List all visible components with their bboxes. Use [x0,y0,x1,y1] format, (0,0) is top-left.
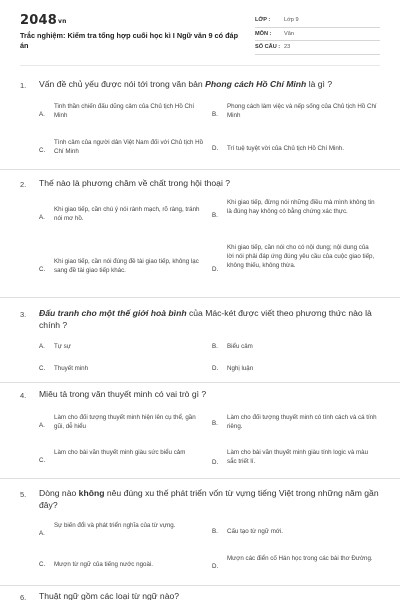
option-letter[interactable]: B. [212,212,218,219]
option-letter[interactable]: A. [39,530,45,537]
option-letter[interactable]: A. [39,214,45,221]
meta-label: MÔN : [255,30,272,37]
option-letter[interactable]: D. [212,563,219,570]
option-letter[interactable]: B. [212,528,218,535]
option-text[interactable]: Làm cho bài văn thuyết minh giàu tính logic và màu sắc triết lí. [227,449,369,465]
option-letter[interactable]: B. [212,420,218,427]
meta-label: LỚP : [255,17,271,23]
option-letter[interactable]: C. [39,266,46,273]
question-text [39,308,384,331]
question-6 [0,589,400,600]
question-number: 3. [20,310,27,319]
question-number: 5. [20,490,27,499]
option-text[interactable]: Mượn các điển cố Hán học trong các bài thơ Đường. [227,555,373,562]
option-text[interactable]: Biểu cảm [227,343,253,350]
meta-table [255,14,380,55]
option-text[interactable]: Khi giao tiếp, cần nói đúng đề tài giao tiếp, không lạc sang đề tài giao tiếp khác. [54,258,199,274]
meta-label: SỐ CÂU : [255,44,281,50]
question-text [39,488,384,511]
question-text: Thế nào là phương châm về chất trong hội thoại ? [39,178,231,188]
option-text[interactable]: Tinh thần chiến đấu dũng cảm của Chủ tịch Hồ Chí Minh [54,103,195,119]
option-letter[interactable]: B. [212,111,218,118]
question-text-part: Vấn đề chủ yếu được nói tới trong văn bản [39,79,206,89]
question-number: 2. [20,180,27,189]
question-text-emphasis: Phong cách Hồ Chí Minh [205,79,307,89]
option-letter[interactable]: A. [39,422,45,429]
question-number: 1. [20,81,27,90]
option-letter[interactable]: C. [39,457,46,464]
option-text[interactable]: Nghị luận [227,365,254,372]
option-text[interactable]: Thuyết minh [54,365,89,372]
meta-row-class [255,14,380,28]
page-title: Trắc nghiệm: Kiểm tra tổng hợp cuối học kì I Ngữ văn 9 có đáp án [20,31,239,50]
option-letter[interactable]: C. [39,365,46,372]
option-text[interactable]: Phong cách làm việc và nếp sống của Chủ tịch Hồ Chí Minh [227,103,377,119]
option-text[interactable]: Làm cho đối tượng thuyết minh có tính cách và cá tính riêng. [227,414,377,430]
option-text[interactable]: Làm cho đối tượng thuyết minh hiện lên cụ thể, gần gũi, dễ hiểu [54,414,196,430]
meta-row-subject [255,28,380,42]
option-text[interactable]: Làm cho bài văn thuyết minh giàu sức biểu cảm [54,449,186,456]
question-number: 6. [20,593,27,600]
option-letter[interactable]: C. [39,147,46,154]
question-text-emphasis: không [78,488,105,498]
question-text-part: nêu đúng xu thế phát triển vốn từ vựng tiếng Việt trong những năm gần đây? [39,488,379,510]
question-separator [0,585,400,586]
option-letter[interactable]: A. [39,343,45,350]
question-separator [0,169,400,170]
question-text [39,79,384,91]
meta-value: Lớp 9 [284,17,299,23]
question-text-part: là gì ? [306,79,333,89]
meta-row-count [255,41,380,55]
site-logo[interactable] [20,13,67,28]
header-divider [20,65,380,66]
logo-text: 2048 [20,13,57,28]
option-text[interactable]: Khi giao tiếp, đừng nói những điều mà mình không tin là đúng hay không có bằng chứng xác thực. [227,199,375,215]
option-text[interactable]: Tình cảm của người dân Việt Nam đối với Chủ tịch Hồ Chí Minh [54,139,204,155]
question-text-emphasis: Đấu tranh cho một thế giới hoà bình [39,308,187,318]
logo-suffix: vn [57,18,67,25]
question-text-part: của Mác-két được viết theo phương thức nào là chính ? [39,308,372,330]
option-letter[interactable]: B. [212,343,218,350]
question-separator [0,382,400,383]
option-text[interactable]: Cấu tạo từ ngữ mới. [227,528,284,535]
option-letter[interactable]: D. [212,145,219,152]
question-number: 4. [20,391,27,400]
option-text[interactable]: Trí tuệ tuyệt vời của Chủ tịch Hồ Chí Minh. [227,145,344,152]
meta-value: Văn [284,30,294,37]
option-text[interactable]: Mượn từ ngữ của tiếng nước ngoài. [54,561,153,568]
page-header [0,0,400,60]
question-separator [0,297,400,298]
option-text[interactable]: Tự sự [54,343,71,350]
option-letter[interactable]: D. [212,365,219,372]
option-text[interactable]: Khi giao tiếp, cần chú ý nói rành mạch, rõ ràng, tránh nói mơ hồ. [54,206,200,222]
question-text: Thuật ngữ gồm các loại từ ngữ nào? [39,591,180,600]
question-text-part: Dòng nào [39,488,79,498]
option-letter[interactable]: C. [39,561,46,568]
option-letter[interactable]: A. [39,111,45,118]
meta-value: 23 [284,44,291,50]
option-letter[interactable]: D. [212,266,219,273]
option-text[interactable]: Khi giao tiếp, cần nói cho có nội dung; nội dung của lời nói phải đáp ứng đúng yêu cầu của cuộc giao tiếp, không thiếu, không thừa. [227,244,375,269]
question-text: Miêu tả trong văn thuyết minh có vai trò gì ? [39,389,207,399]
option-letter[interactable]: D. [212,459,219,466]
option-text[interactable]: Sự biến đổi và phát triển nghĩa của từ vựng. [54,522,176,529]
question-separator [0,478,400,479]
